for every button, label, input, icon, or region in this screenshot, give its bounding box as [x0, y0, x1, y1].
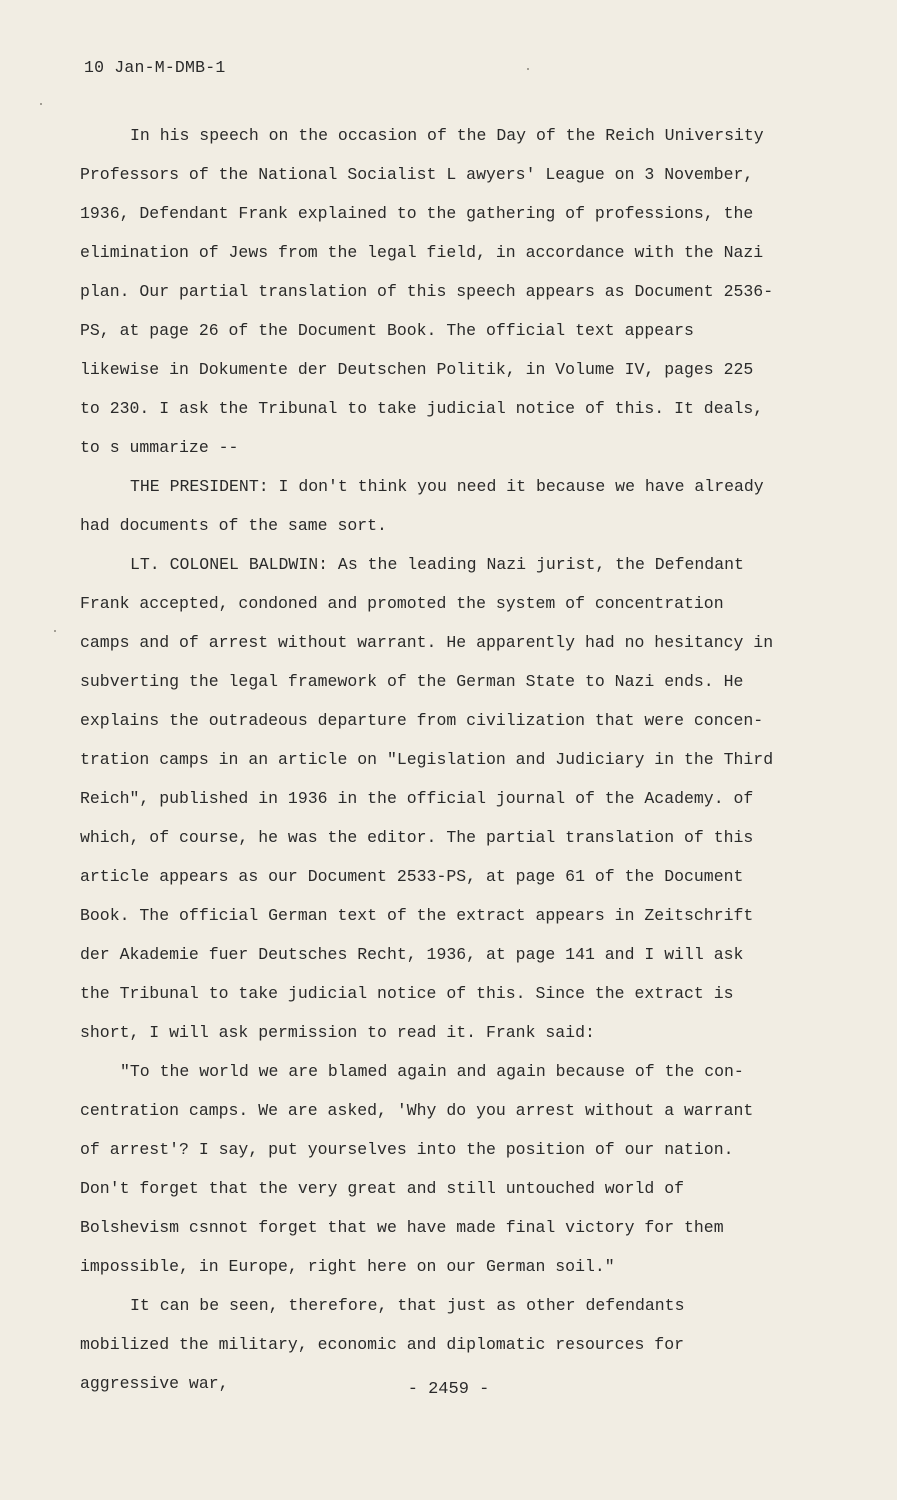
document-reference: 10 Jan-M-DMB-1: [84, 58, 226, 77]
paper-speck: [54, 630, 56, 632]
paragraph-frank-speech: In his speech on the occasion of the Day of the Reich University Professors of the National Socialist L awyers' League on 3 November, 1936, Defendant Frank explained to the gathering of professions, the elimination of Jews from the legal field, in accordance with the Nazi plan. Our partial translation of this speech appears as Document 2536-PS, at page 26 of the Document Book. The official text appears likewise in Dokumente der Deutschen Politik, in Volume IV, pages 225 to 230. I ask the Tribunal to take judicial notice of this. It deals, to s ummarize --: [80, 126, 774, 457]
transcript-body: [80, 116, 780, 1403]
paper-speck: [40, 103, 42, 105]
paragraph-president: THE PRESIDENT: I don't think you need it because we have already had documents of the same sort.: [80, 477, 764, 535]
paragraph-quotation: "To the world we are blamed again and again because of the con-centration camps. We are asked, 'Why do you arrest without a warrant of arrest'? I say, put yourselves into the position of our nation. Don't forget that the very great and still untouched world of Bolshevism csnnot forget that we have made final victory for them impossible, in Europe, right here on our German soil.": [80, 1062, 754, 1276]
page-number: - 2459 -: [407, 1380, 490, 1399]
paper-speck: [527, 68, 529, 70]
paragraph-baldwin: LT. COLONEL BALDWIN: As the leading Nazi jurist, the Defendant Frank accepted, condoned and promoted the system of concentration camps and of arrest without warrant. He apparently had no hesitancy in subverting the legal framework of the German State to Nazi ends. He explains the outradeous departure from civilization that were concen-tration camps in an article on "Legislation and Judiciary in the Third Reich", published in 1936 in the official journal of the Academy. of which, of course, he was the editor. The partial translation of this article appears as our Document 2533-PS, at page 61 of the Document Book. The official German text of the extract appears in Zeitschrift der Akademie fuer Deutsches Recht, 1936, at page 141 and I will ask the Tribunal to take judicial notice of this. Since the extract is short, I will ask permission to read it. Frank said:: [80, 555, 774, 1042]
paragraph-conclusion: It can be seen, therefore, that just as other defendants mobilized the military, economic and diplomatic resources for aggressive war,: [80, 1296, 685, 1393]
